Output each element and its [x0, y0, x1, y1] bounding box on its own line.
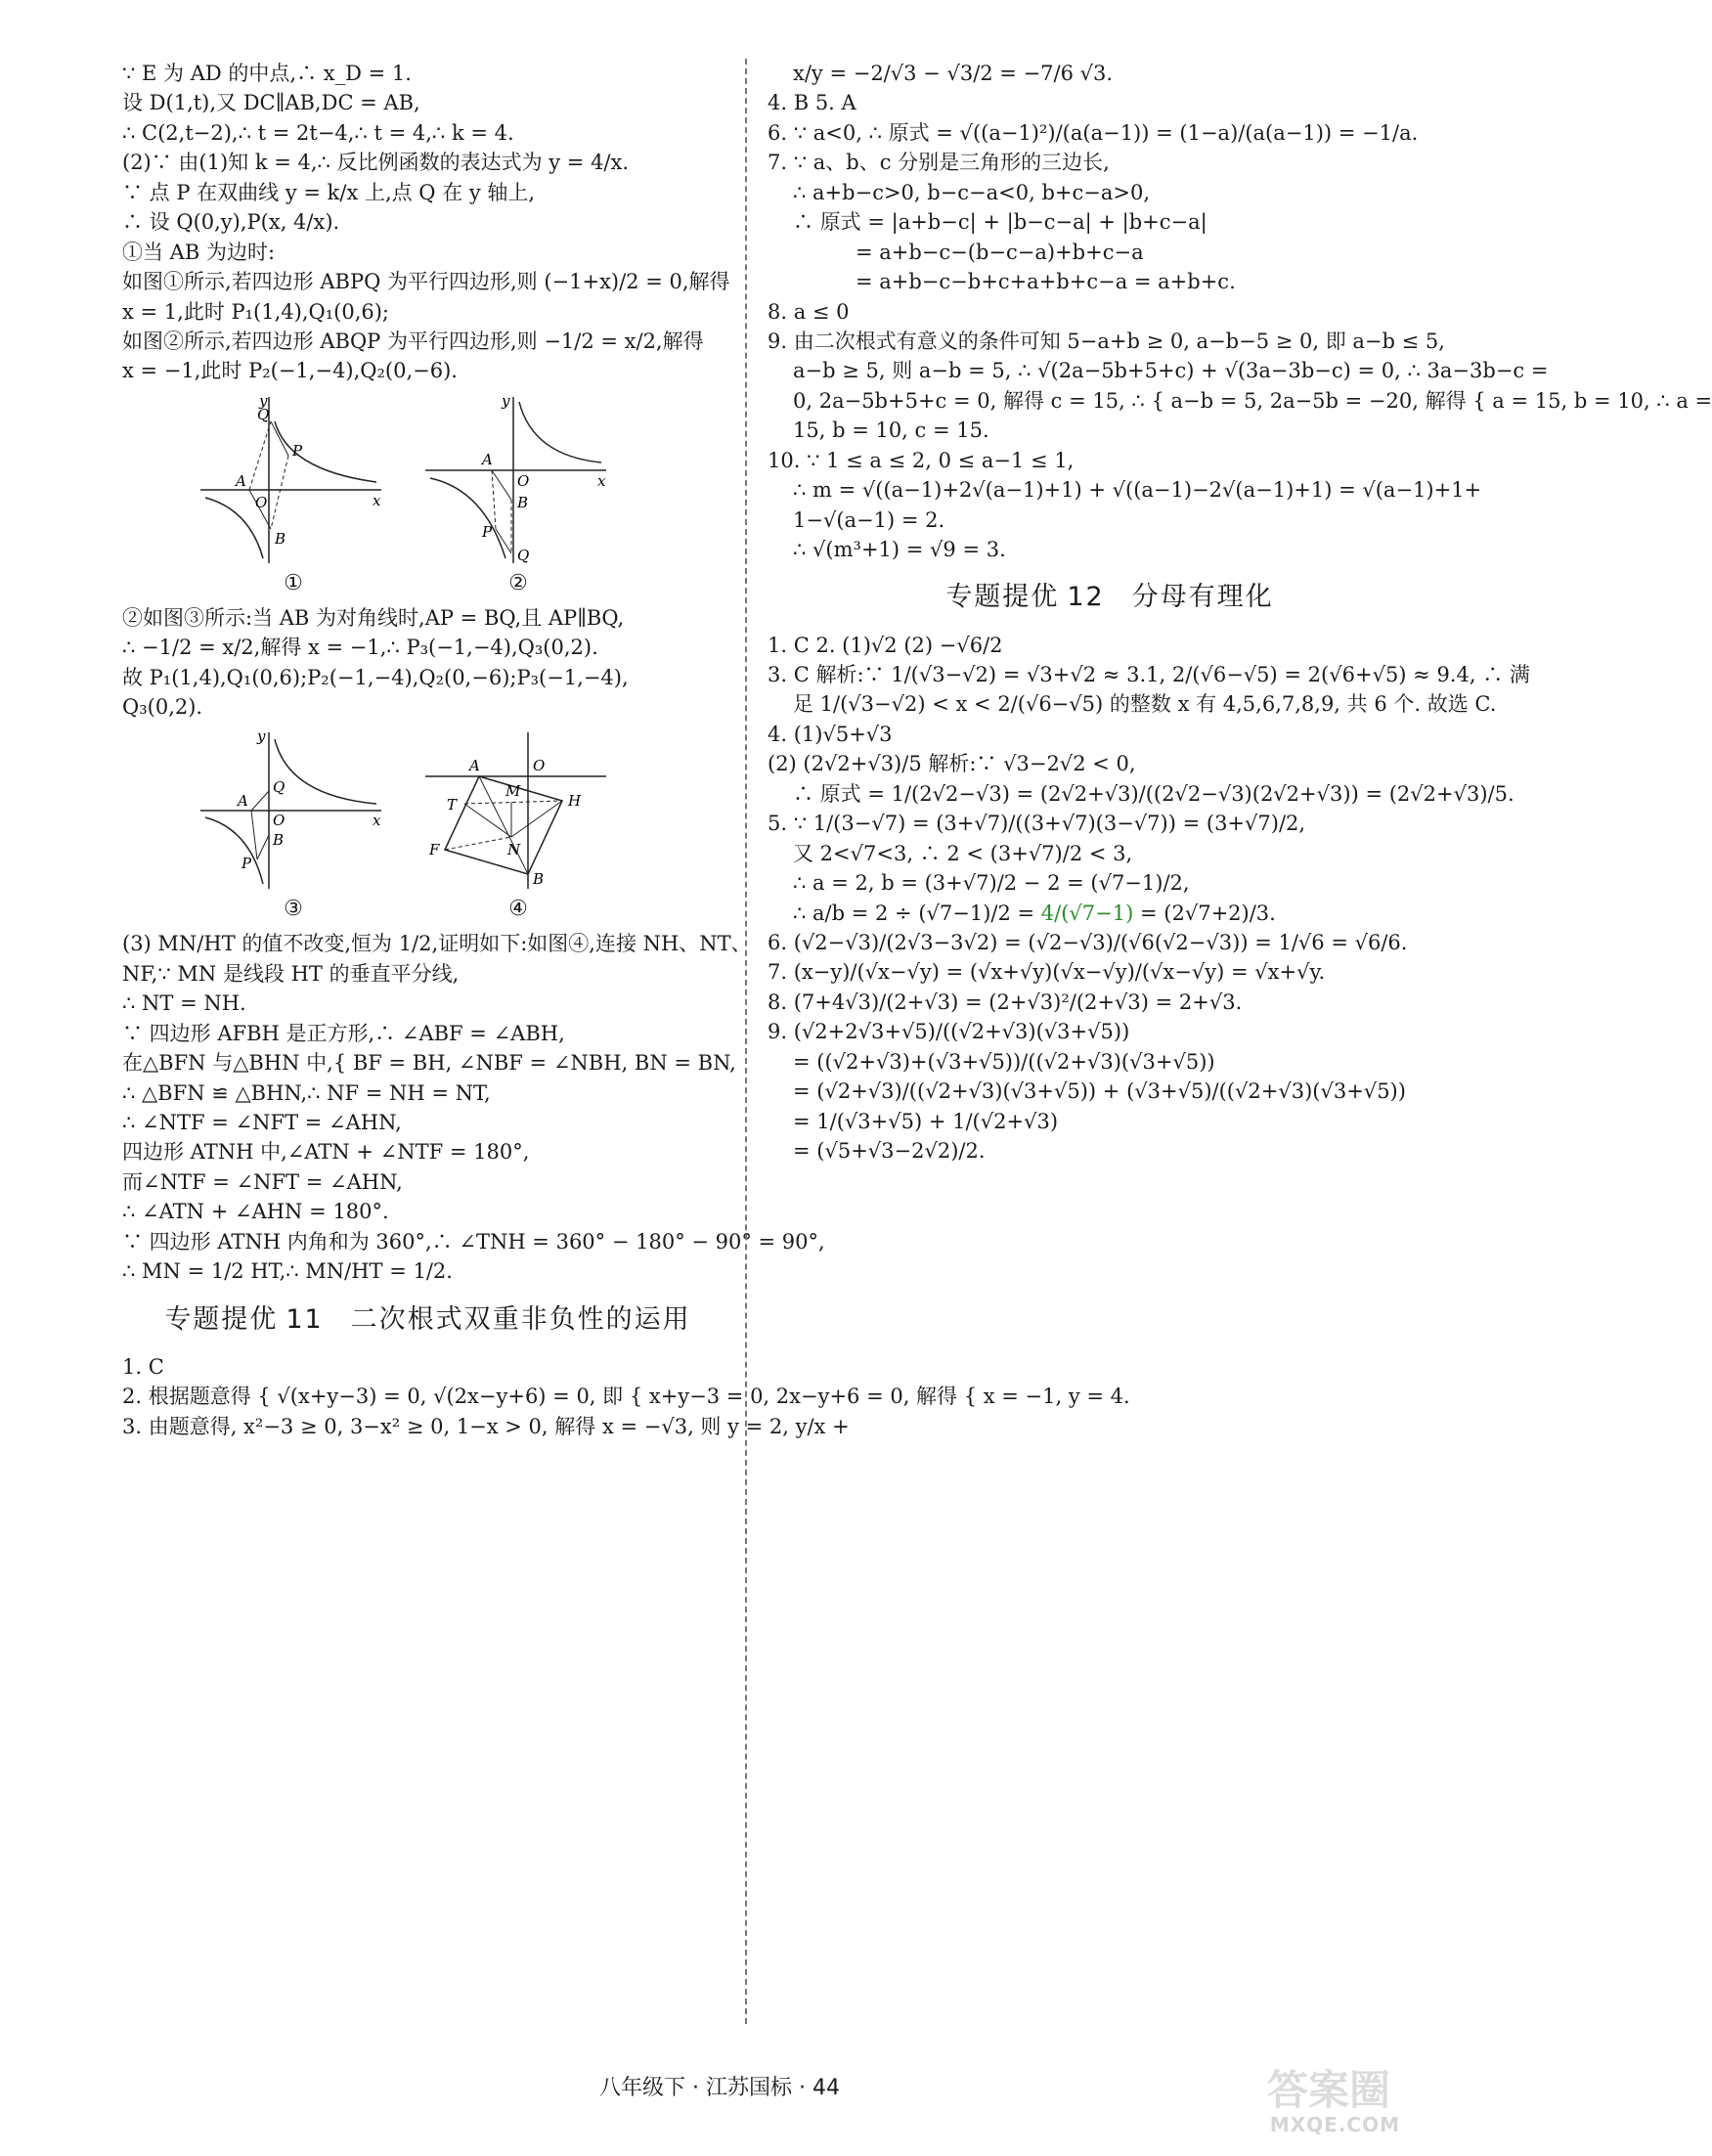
- right-lines-b: [768, 631, 1530, 899]
- text-line: x = 1,此时 P₁(1,4),Q₁(0,6);: [122, 299, 389, 324]
- text-line: 在△BFN 与△BHN 中,{ BF = BH, ∠NBF = ∠NBH, BN = BN,: [122, 1051, 736, 1076]
- text-line: ①当 AB 为边时:: [122, 240, 276, 264]
- fig1-label-b: B: [275, 529, 286, 548]
- text-line: = a+b−c−(b−c−a)+b+c−a: [856, 240, 1144, 264]
- figure-row-1: [200, 392, 733, 599]
- text-line: ∴ ∠ATN + ∠AHN = 180°.: [122, 1200, 389, 1224]
- text-line: ∴ 原式 = 1/(2√2−√3) = (2√2+√3)/((2√2−√3)(2√2+√3)) = (2√2+√3)/5.: [793, 781, 1514, 806]
- text-line: 4. (1)√5+√3: [768, 722, 893, 746]
- fig3-label-a: A: [238, 792, 248, 811]
- left-lines-a: [122, 59, 733, 386]
- text-line: 9. (√2+2√3+√5)/((√2+√3)(√3+√5)): [768, 1020, 1130, 1044]
- figure-2-graph: [425, 392, 611, 568]
- text-line: 1. C 2. (1)√2 (2) −√6/2: [768, 633, 1003, 657]
- fig1-label-q: Q: [257, 405, 270, 423]
- text-line: 7. (x−y)/(√x−√y) = (√x+√y)(√x−√y)/(√x−√y) = √x+√y.: [768, 960, 1326, 985]
- fig2-label-a: A: [482, 450, 493, 468]
- fig4-label-b: B: [533, 870, 545, 889]
- figure-4: [425, 727, 611, 925]
- right-lines-c: [768, 928, 1452, 1166]
- page-footer: 八年级下 · 江苏国标 · 44: [599, 2076, 840, 2100]
- figure-2: [425, 392, 611, 599]
- text-line: ∴ 设 Q(0,y),P(x, 4/x).: [122, 210, 340, 235]
- text-line: 6. (√2−√3)/(2√3−3√2) = (√2−√3)/(√6(√2−√3)) = 1/√6 = √6/6.: [768, 930, 1408, 954]
- section-11-title: 二次根式双重非负性的运用: [350, 1303, 691, 1335]
- text-line: 而∠NTF = ∠NFT = ∠AHN,: [122, 1169, 403, 1194]
- fig3-label-x: x: [373, 812, 381, 830]
- figure-3: [200, 727, 386, 925]
- answer-5-ratio-before: ∴ a/b = 2 ÷ (√7−1)/2 =: [793, 901, 1041, 925]
- text-line: 6. ∵ a<0, ∴ 原式 = √((a−1)²)/(a(a−1)) = (1−a)/(a(a−1)) = −1/a.: [768, 120, 1419, 145]
- fig1-label-a: A: [236, 471, 246, 490]
- text-line: 足 1/(√3−√2) < x < 2/(√6−√5) 的整数 x 有 4,5,6,7,8,9, 共 6 个. 故选 C.: [793, 692, 1497, 717]
- text-line: 8. (7+4√3)/(2+√3) = (2+√3)²/(2+√3) = 2+√3.: [768, 990, 1243, 1014]
- fig4-label-n: N: [507, 841, 521, 859]
- text-line: a−b ≥ 5, 则 a−b = 5, ∴ √(2a−5b+5+c) + √(3a−3b−c) = 0, ∴ 3a−3b−c =: [793, 359, 1549, 383]
- text-line: 1−√(a−1) = 2.: [793, 507, 945, 532]
- answer-5-ratio-after: = (2√7+2)/3.: [1133, 901, 1276, 925]
- text-line: x/y = −2/√3 − √3/2 = −7/6 √3.: [793, 62, 1114, 85]
- text-line: 7. ∵ a、b、c 分别是三角形的三边长,: [768, 151, 1110, 175]
- fig3-label-y: y: [257, 727, 266, 746]
- fig4-label-o: O: [533, 757, 546, 775]
- figure-3-graph: [200, 727, 386, 894]
- fig1-label-x: x: [373, 491, 381, 509]
- text-line: ∵ 四边形 ATNH 内角和为 360°,∴ ∠TNH = 360° − 180° − 90° = 90°,: [122, 1229, 825, 1254]
- section-12-title: 分母有理化: [1131, 582, 1274, 613]
- text-line: Q₃(0,2).: [122, 695, 203, 720]
- text-line: = a+b−c−b+c+a+b+c−a = a+b+c.: [856, 270, 1236, 294]
- fig4-label-t: T: [447, 796, 458, 814]
- fig1-label-p: P: [292, 441, 303, 460]
- text-line: NF,∵ MN 是线段 HT 的垂直平分线,: [122, 961, 460, 986]
- text-line: ∴ MN = 1/2 HT,∴ MN/HT = 1/2.: [122, 1259, 453, 1284]
- fig3-label-b: B: [273, 831, 285, 850]
- section-12-heading: [768, 578, 1452, 616]
- text-line: 设 D(1,t),又 DC∥AB,DC = AB,: [122, 91, 420, 115]
- left-lines-d: [122, 1352, 1130, 1441]
- figure-1: [200, 392, 386, 599]
- text-line: ②如图③所示:当 AB 为对角线时,AP = BQ,且 AP∥BQ,: [122, 605, 625, 630]
- fig1-label-y: y: [259, 391, 268, 410]
- fig4-label-a: A: [469, 757, 480, 775]
- text-line: 故 P₁(1,4),Q₁(0,6);P₂(−1,−4),Q₂(0,−6);P₃(−1,−4),: [122, 665, 629, 689]
- text-line: 0, 2a−5b+5+c = 0, 解得 c = 15, ∴ { a−b = 5, 2a−5b = −20, 解得 { a = 15, b = 10, ∴ a =: [793, 388, 1712, 413]
- text-line: 如图②所示,若四边形 ABQP 为平行四边形,则 −1/2 = x/2,解得: [122, 329, 704, 353]
- text-line: ∵ 四边形 AFBH 是正方形,∴ ∠ABF = ∠ABH,: [122, 1021, 565, 1045]
- text-line: 10. ∵ 1 ≤ a ≤ 2, 0 ≤ a−1 ≤ 1,: [768, 448, 1075, 472]
- figure-4-caption: ④: [508, 897, 528, 922]
- right-column: [768, 59, 1712, 1166]
- text-line: (3) MN/HT 的值不改变,恒为 1/2,证明如下:如图④,连接 NH、NT、: [122, 932, 752, 956]
- left-lines-c: [122, 929, 825, 1286]
- fig2-label-x: x: [597, 471, 606, 490]
- text-line: 8. a ≤ 0: [768, 299, 850, 324]
- text-line: ∴ △BFN ≌ △BHN,∴ NF = NH = NT,: [122, 1080, 491, 1105]
- fig4-label-m: M: [505, 782, 521, 801]
- text-line: ∴ NT = NH.: [122, 991, 246, 1016]
- text-line: = 1/(√3+√5) + 1/(√2+√3): [793, 1109, 1059, 1133]
- watermark-logo: [1234, 2058, 1400, 2136]
- text-line: ∴ a+b−c>0, b−c−a<0, b+c−a>0,: [793, 180, 1151, 204]
- text-line: x = −1,此时 P₂(−1,−4),Q₂(0,−6).: [122, 359, 458, 383]
- fig2-label-b: B: [517, 493, 529, 511]
- fig4-label-f: F: [429, 841, 440, 859]
- fig2-label-y: y: [502, 391, 510, 410]
- text-line: (2) (2√2+√3)/5 解析:∵ √3−2√2 < 0,: [768, 752, 1136, 776]
- text-line: ∵ 点 P 在双曲线 y = k/x 上,点 Q 在 y 轴上,: [122, 180, 536, 204]
- figure-4-graph: [425, 727, 611, 894]
- text-line: ∴ m = √((a−1)+2√(a−1)+1) + √((a−1)−2√(a−1)+1) = √(a−1)+1+: [793, 478, 1482, 503]
- text-line: ∴ a = 2, b = (3+√7)/2 − 2 = (√7−1)/2,: [793, 871, 1190, 896]
- figure-1-graph: [200, 392, 386, 568]
- fig4-label-h: H: [568, 792, 582, 811]
- figure-row-2: [200, 727, 733, 925]
- section-11-number: 11: [285, 1303, 324, 1335]
- fig3-label-o: O: [273, 812, 285, 830]
- fig2-label-p: P: [482, 522, 493, 541]
- section-11-heading: [122, 1300, 733, 1339]
- text-line: ∴ C(2,t−2),∴ t = 2t−4,∴ t = 4,∴ k = 4.: [122, 120, 514, 145]
- watermark-cn: 答案圈: [1266, 2066, 1390, 2114]
- text-line: 1. C: [122, 1354, 164, 1379]
- text-line: 9. 由二次根式有意义的条件可知 5−a+b ≥ 0, a−b−5 ≥ 0, 即 a−b ≤ 5,: [768, 329, 1445, 353]
- text-line: ∴ 原式 = |a+b−c| + |b−c−a| + |b+c−a|: [793, 210, 1207, 235]
- fig3-label-p: P: [241, 855, 252, 873]
- text-line: = (√2+√3)/((√2+√3)(√3+√5)) + (√3+√5)/((√2+√3)(√3+√5)): [793, 1079, 1406, 1104]
- text-line: 4. B 5. A: [768, 91, 856, 115]
- text-line: (2)∵ 由(1)知 k = 4,∴ 反比例函数的表达式为 y = 4/x.: [122, 151, 630, 175]
- text-line: ∴ √(m³+1) = √9 = 3.: [793, 538, 1006, 561]
- text-line: 四边形 ATNH 中,∠ATN + ∠NTF = 180°,: [122, 1140, 530, 1165]
- text-line: 如图①所示,若四边形 ABPQ 为平行四边形,则 (−1+x)/2 = 0,解得: [122, 270, 730, 294]
- watermark-url: MXQE.COM: [1269, 2113, 1400, 2136]
- text-line: 15, b = 10, c = 15.: [793, 418, 989, 443]
- fig2-label-o: O: [517, 471, 530, 490]
- figure-1-caption: ①: [284, 570, 303, 595]
- figure-3-caption: ③: [284, 897, 303, 922]
- left-lines-b: [122, 603, 733, 723]
- answer-5-ratio-green: 4/(√7−1): [1040, 901, 1134, 925]
- text-line: 5. ∵ 1/(3−√7) = (3+√7)/((3+√7)(3−√7)) = (3+√7)/2,: [768, 812, 1306, 836]
- section-11-prefix: 专题提优: [164, 1303, 279, 1335]
- text-line: 2. 根据题意得 { √(x+y−3) = 0, √(2x−y+6) = 0, 即 { x+y−3 = 0, 2x−y+6 = 0, 解得 { x = −1, y = 4.: [122, 1385, 1130, 1409]
- text-line: ∵ E 为 AD 的中点,∴ x_D = 1.: [122, 62, 412, 85]
- text-line: 3. 由题意得, x²−3 ≥ 0, 3−x² ≥ 0, 1−x > 0, 解得 x = −√3, 则 y = 2, y/x +: [122, 1414, 850, 1438]
- fig1-label-o: O: [255, 493, 268, 511]
- text-line: 3. C 解析:∵ 1/(√3−√2) = √3+√2 ≈ 3.1, 2/(√6−√5) = 2(√6+√5) ≈ 9.4, ∴ 满: [768, 663, 1530, 687]
- text-line: = ((√2+√3)+(√3+√5))/((√2+√3)(√3+√5)): [793, 1049, 1215, 1074]
- text-line: = (√5+√3−2√2)/2.: [793, 1139, 986, 1164]
- column-divider: [745, 59, 747, 2024]
- figure-2-caption: ②: [508, 570, 528, 595]
- fig3-label-q: Q: [273, 778, 285, 797]
- section-12-prefix: 专题提优: [945, 582, 1060, 613]
- answer-5-ratio-line: [768, 899, 1452, 928]
- text-line: ∴ −1/2 = x/2,解得 x = −1,∴ P₃(−1,−4),Q₃(0,2).: [122, 636, 598, 660]
- text-line: ∴ ∠NTF = ∠NFT = ∠AHN,: [122, 1110, 402, 1134]
- fig2-label-q: Q: [517, 546, 530, 564]
- section-12-number: 12: [1067, 582, 1105, 613]
- right-lines-a: [768, 59, 1712, 564]
- text-line: 又 2<√7<3, ∴ 2 < (3+√7)/2 < 3,: [793, 841, 1133, 865]
